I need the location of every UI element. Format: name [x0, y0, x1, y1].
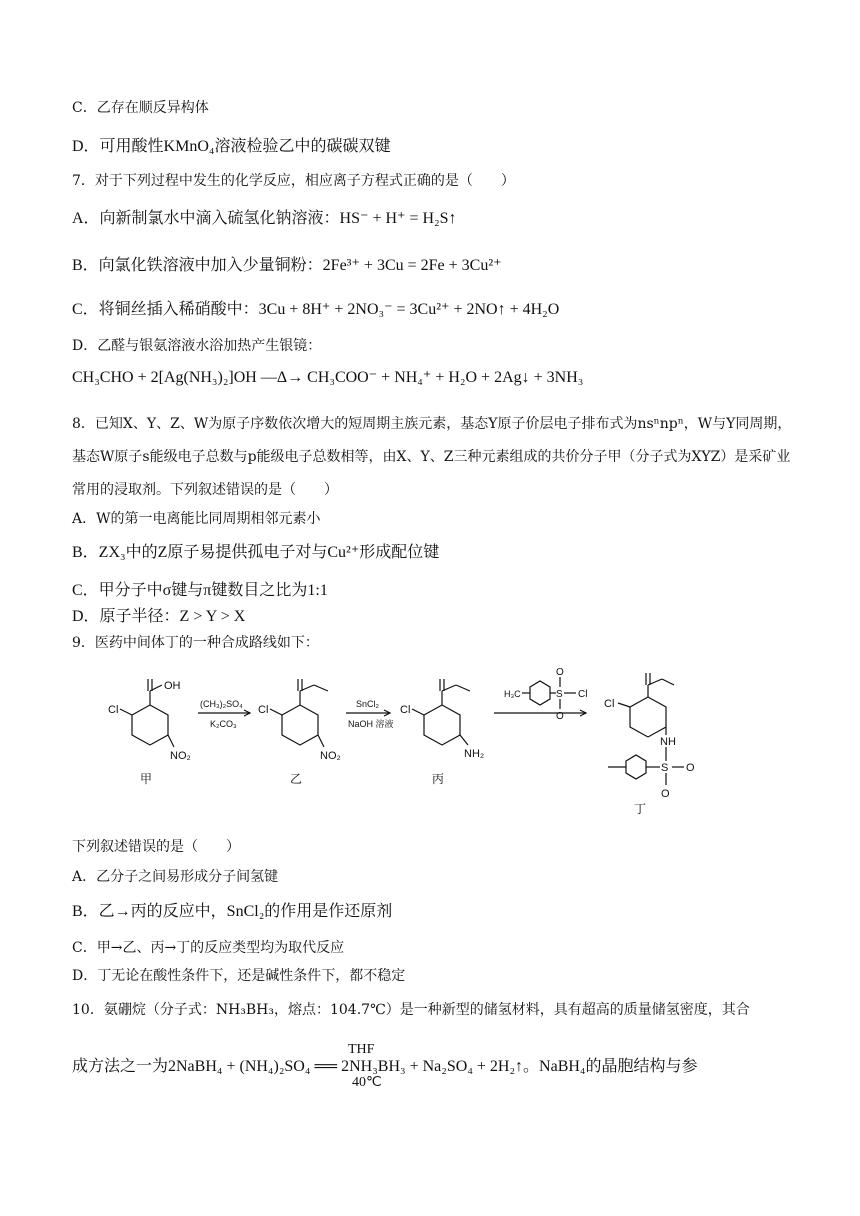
atom-oh: OH	[164, 680, 181, 692]
atom-o: O	[556, 711, 564, 722]
option-8d: D．原子半径：Z > Y > X	[72, 608, 246, 625]
option-9d: D．丁无论在酸性条件下，还是碱性条件下，都不稳定	[72, 968, 406, 984]
option-6d: D．可用酸性KMnO₄溶液检验乙中的碳碳双键	[72, 138, 391, 155]
atom-cl: Cl	[604, 698, 615, 710]
atom-cl: Cl	[578, 689, 588, 700]
option-7d: D．乙醛与银氨溶液水浴加热产生银镜：	[72, 338, 322, 354]
option-7c: C．将铜丝插入稀硝酸中：3Cu + 8H⁺ + 2NO₃⁻ = 3Cu²⁺ + 2NO↑ + 4H₂O	[72, 301, 560, 318]
reagent-sncl2: SnCl₂	[356, 699, 380, 709]
condition-thf: THF	[348, 1042, 375, 1057]
label-ding: 丁	[634, 802, 647, 816]
synthesis-scheme	[90, 665, 790, 825]
option-9a: A．乙分子之间易形成分子间氢键	[72, 869, 279, 885]
atom-cl: Cl	[258, 704, 269, 716]
atom-nh: NH	[660, 736, 676, 748]
option-8c: C．甲分子中σ键与π键数目之比为1:1	[72, 582, 328, 599]
label-jia: 甲	[140, 772, 153, 786]
label-yi: 乙	[290, 772, 303, 786]
equation-7d: CH₃CHO + 2[Ag(NH₃)₂]OH —Δ→ CH₃COO⁻ + NH₄⁺ + H₂O + 2Ag↓ + 3NH₃	[72, 369, 584, 386]
question-9-stem: 9．医药中间体丁的一种合成路线如下：	[72, 635, 319, 651]
condition-temperature: 40℃	[352, 1075, 382, 1090]
reagent-naoh: NaOH 溶液	[348, 719, 394, 729]
atom-cl: Cl	[108, 704, 119, 716]
option-8b: B．ZX₃中的Z原子易提供孤电子对与Cu²⁺形成配位键	[72, 544, 440, 561]
atom-nh2: NH₂	[464, 748, 485, 760]
atom-s: S	[661, 762, 669, 774]
atom-o: O	[686, 762, 695, 774]
label-bing: 丙	[432, 772, 445, 786]
option-7b: B．向氯化铁溶液中加入少量铜粉：2Fe³⁺ + 3Cu = 2Fe + 3Cu²⁺	[72, 257, 502, 274]
option-8a: A．W的第一电离能比同周期相邻元素小	[72, 511, 321, 527]
question-10-equation: 成方法之一为2NaBH₄ + (NH₄)₂SO₄ ══ 2NH₃BH₃ + Na₂SO₄ + 2H₂↑。NaBH₄的晶胞结构与参	[72, 1058, 698, 1075]
atom-o: O	[556, 667, 564, 678]
option-6c: C．乙存在顺反异构体	[72, 100, 209, 116]
option-7a: A．向新制氯水中滴入硫氢化钠溶液：HS⁻ + H⁺ = H₂S↑	[72, 210, 457, 227]
atom-s: S	[556, 689, 563, 700]
question-8-stem: 8．已知X、Y、Z、W为原子序数依次增大的短周期主族元素，基态Y原子价层电子排布式为nsⁿnpⁿ，W与Y同周期，基态W原子s能级电子总数与p能级电子总数相等，由X、Y、Z三种元素组成的共价分子甲（分子式为XYZ）是采矿业常用的浸取剂。下列叙述错误的是（ ）	[72, 416, 792, 498]
option-9c: C．甲→乙、丙→丁的反应类型均为取代反应	[72, 940, 345, 956]
atom-h3c: H₃C	[504, 689, 521, 699]
question-7-stem: 7．对于下列过程中发生的化学反应，相应离子方程式正确的是（ ）	[72, 173, 515, 189]
atom-no2: NO₂	[320, 750, 341, 762]
question-9-prompt: 下列叙述错误的是（ ）	[72, 839, 240, 855]
atom-no2: NO₂	[170, 750, 191, 762]
option-9b: B．乙→丙的反应中，SnCl₂的作用是作还原剂	[72, 903, 393, 920]
reagent-dimethyl-sulfate: (CH₃)₂SO₄	[200, 699, 243, 709]
atom-o: O	[661, 788, 670, 800]
atom-cl: Cl	[400, 704, 411, 716]
question-10-stem: 10．氨硼烷（分子式：NH₃BH₃，熔点：104.7℃）是一种新型的储氢材料，具有超高的质量储氢密度，其合	[72, 1002, 750, 1018]
reagent-k2co3: K₂CO₃	[210, 719, 237, 729]
